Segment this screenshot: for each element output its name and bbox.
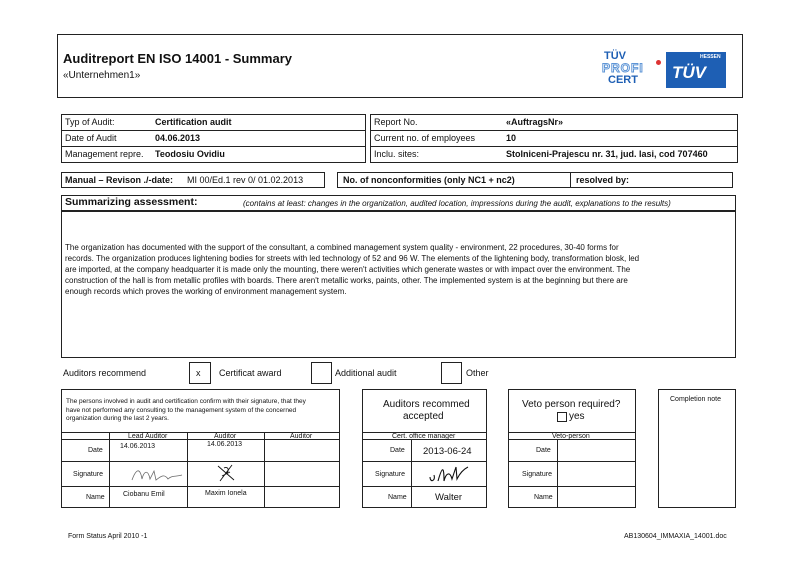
row-signature-label: Signature — [73, 471, 103, 478]
management-label: Management repre. — [65, 149, 144, 159]
management-value: Teodosiu Ovidiu — [155, 149, 225, 159]
report-no-label: Report No. — [374, 117, 418, 127]
company-name: «Unternehmen1» — [63, 70, 141, 81]
veto-date-label: Date — [536, 447, 551, 454]
row-date-label: Date — [88, 447, 103, 454]
veto-header: Veto-person — [552, 433, 590, 440]
tuv-logo — [596, 50, 731, 90]
lead-auditor-signature — [130, 465, 185, 485]
office-manager-signature — [428, 463, 473, 485]
logo-dot — [656, 60, 661, 65]
office-recommend-line1: Auditors recommed — [383, 399, 470, 410]
veto-question: Veto person required? — [522, 399, 621, 410]
employees-label: Current no. of employees — [374, 133, 476, 143]
summary-line: construction of the hall is from metallic profiles with boards. There aren't metallic works, paints, other. The implemented system is at the beginning but there are — [65, 276, 628, 285]
summary-line: enough records which proves the working of environment management system. — [65, 287, 347, 296]
sites-value: Stolniceni-Prajescu nr. 31, jud. Iasi, cod 707460 — [506, 149, 708, 159]
additional-audit-label: Additional audit — [335, 368, 397, 378]
logo-badge-top: HESSEN — [700, 54, 721, 60]
veto-signature-label: Signature — [522, 471, 552, 478]
certificat-award-mark: x — [196, 368, 201, 378]
audit-type-label: Typ of Audit: — [65, 117, 115, 127]
statement-line: The persons involved in audit and certification confirm with their signature, that they — [66, 398, 306, 405]
office-header: Cert. office manager — [392, 433, 456, 440]
logo-badge-text: TÜV — [672, 63, 706, 82]
page-title: Auditreport EN ISO 14001 - Summary — [63, 51, 293, 66]
summary-line: are imported, at the company headquarter it is made only the mounting, there weren't activities which generate wastes or with impact over the environment. The — [65, 265, 631, 274]
office-date-value: 2013-06-24 — [423, 446, 472, 457]
office-name-label: Name — [388, 494, 407, 501]
certificat-award-label: Certificat award — [219, 368, 282, 378]
logo-badge — [666, 52, 726, 88]
employees-value: 10 — [506, 133, 517, 143]
summary-title: Summarizing assessment: — [65, 196, 198, 208]
veto-yes-checkbox[interactable] — [557, 412, 567, 422]
auditors-recommend-label: Auditors recommend — [63, 368, 147, 378]
audit-date-label: Date of Audit — [65, 133, 117, 143]
office-date-label: Date — [390, 447, 405, 454]
statement-line: have not performed any consulting to the management system of the concerned — [66, 406, 297, 414]
logo-line2: PROFI — [602, 61, 644, 75]
col-auditor-1: Auditor — [214, 433, 237, 440]
logo-line3: CERT — [608, 74, 638, 86]
auditor-date-value: 14.06.2013 — [207, 441, 243, 448]
summary-hint: (contains at least: changes in the organization, audited location, impressions during the audit, explanations to the results) — [243, 199, 671, 208]
summary-text — [65, 242, 733, 297]
office-name-value: Walter — [435, 492, 463, 503]
manual-value: MI 00/Ed.1 rev 0/ 01.02.2013 — [187, 175, 304, 185]
veto-yes-label: yes — [569, 411, 585, 422]
completion-note-box — [658, 389, 736, 508]
lead-date-value: 14.06.2013 — [120, 443, 156, 450]
additional-audit-checkbox[interactable] — [311, 362, 332, 384]
auditor-signature — [214, 462, 238, 484]
statement-line: organization during the last 2 years. — [66, 415, 169, 422]
audit-type-value: Certification audit — [155, 117, 232, 127]
office-signature-label: Signature — [375, 471, 405, 478]
resolved-by-label: resolved by: — [576, 175, 630, 185]
other-label: Other — [466, 368, 489, 378]
summary-line: records. The organization produces lightening bodies for streets with led technology of 52 and 96 W. The elements of the lightening body, transformation blosk, led — [65, 254, 640, 263]
veto-name-label: Name — [534, 494, 553, 501]
lead-auditor-name: Ciobanu Emil — [123, 491, 165, 498]
logo-line1: TÜV — [604, 50, 626, 62]
completion-note-label: Completion note — [670, 396, 721, 403]
row-name-label: Name — [86, 494, 105, 501]
office-recommend-line2: accepted — [403, 411, 444, 422]
manual-label: Manual – Revison ./-date: — [65, 175, 174, 185]
sites-label: Inclu. sites: — [374, 149, 420, 159]
audit-date-value: 04.06.2013 — [155, 133, 201, 143]
col-auditor-2: Auditor — [290, 433, 313, 440]
nonconformities-label: No. of nonconformities (only NC1 + nc2) — [343, 175, 515, 185]
auditor-name: Maxim Ionela — [205, 490, 247, 497]
auditor-statement — [66, 398, 338, 424]
footer-filename: AB130604_IMMAXIA_14001.doc — [624, 533, 727, 540]
other-checkbox[interactable] — [441, 362, 462, 384]
col-lead-auditor: Lead Auditor — [128, 433, 168, 440]
footer-form-status: Form Status April 2010 -1 — [68, 533, 148, 540]
summary-line: The organization has documented with the support of the consultant, a combined management system quality - environment, 22 procedures, 30-40 forms for — [65, 243, 619, 252]
report-no-value: «AuftragsNr» — [506, 117, 564, 127]
